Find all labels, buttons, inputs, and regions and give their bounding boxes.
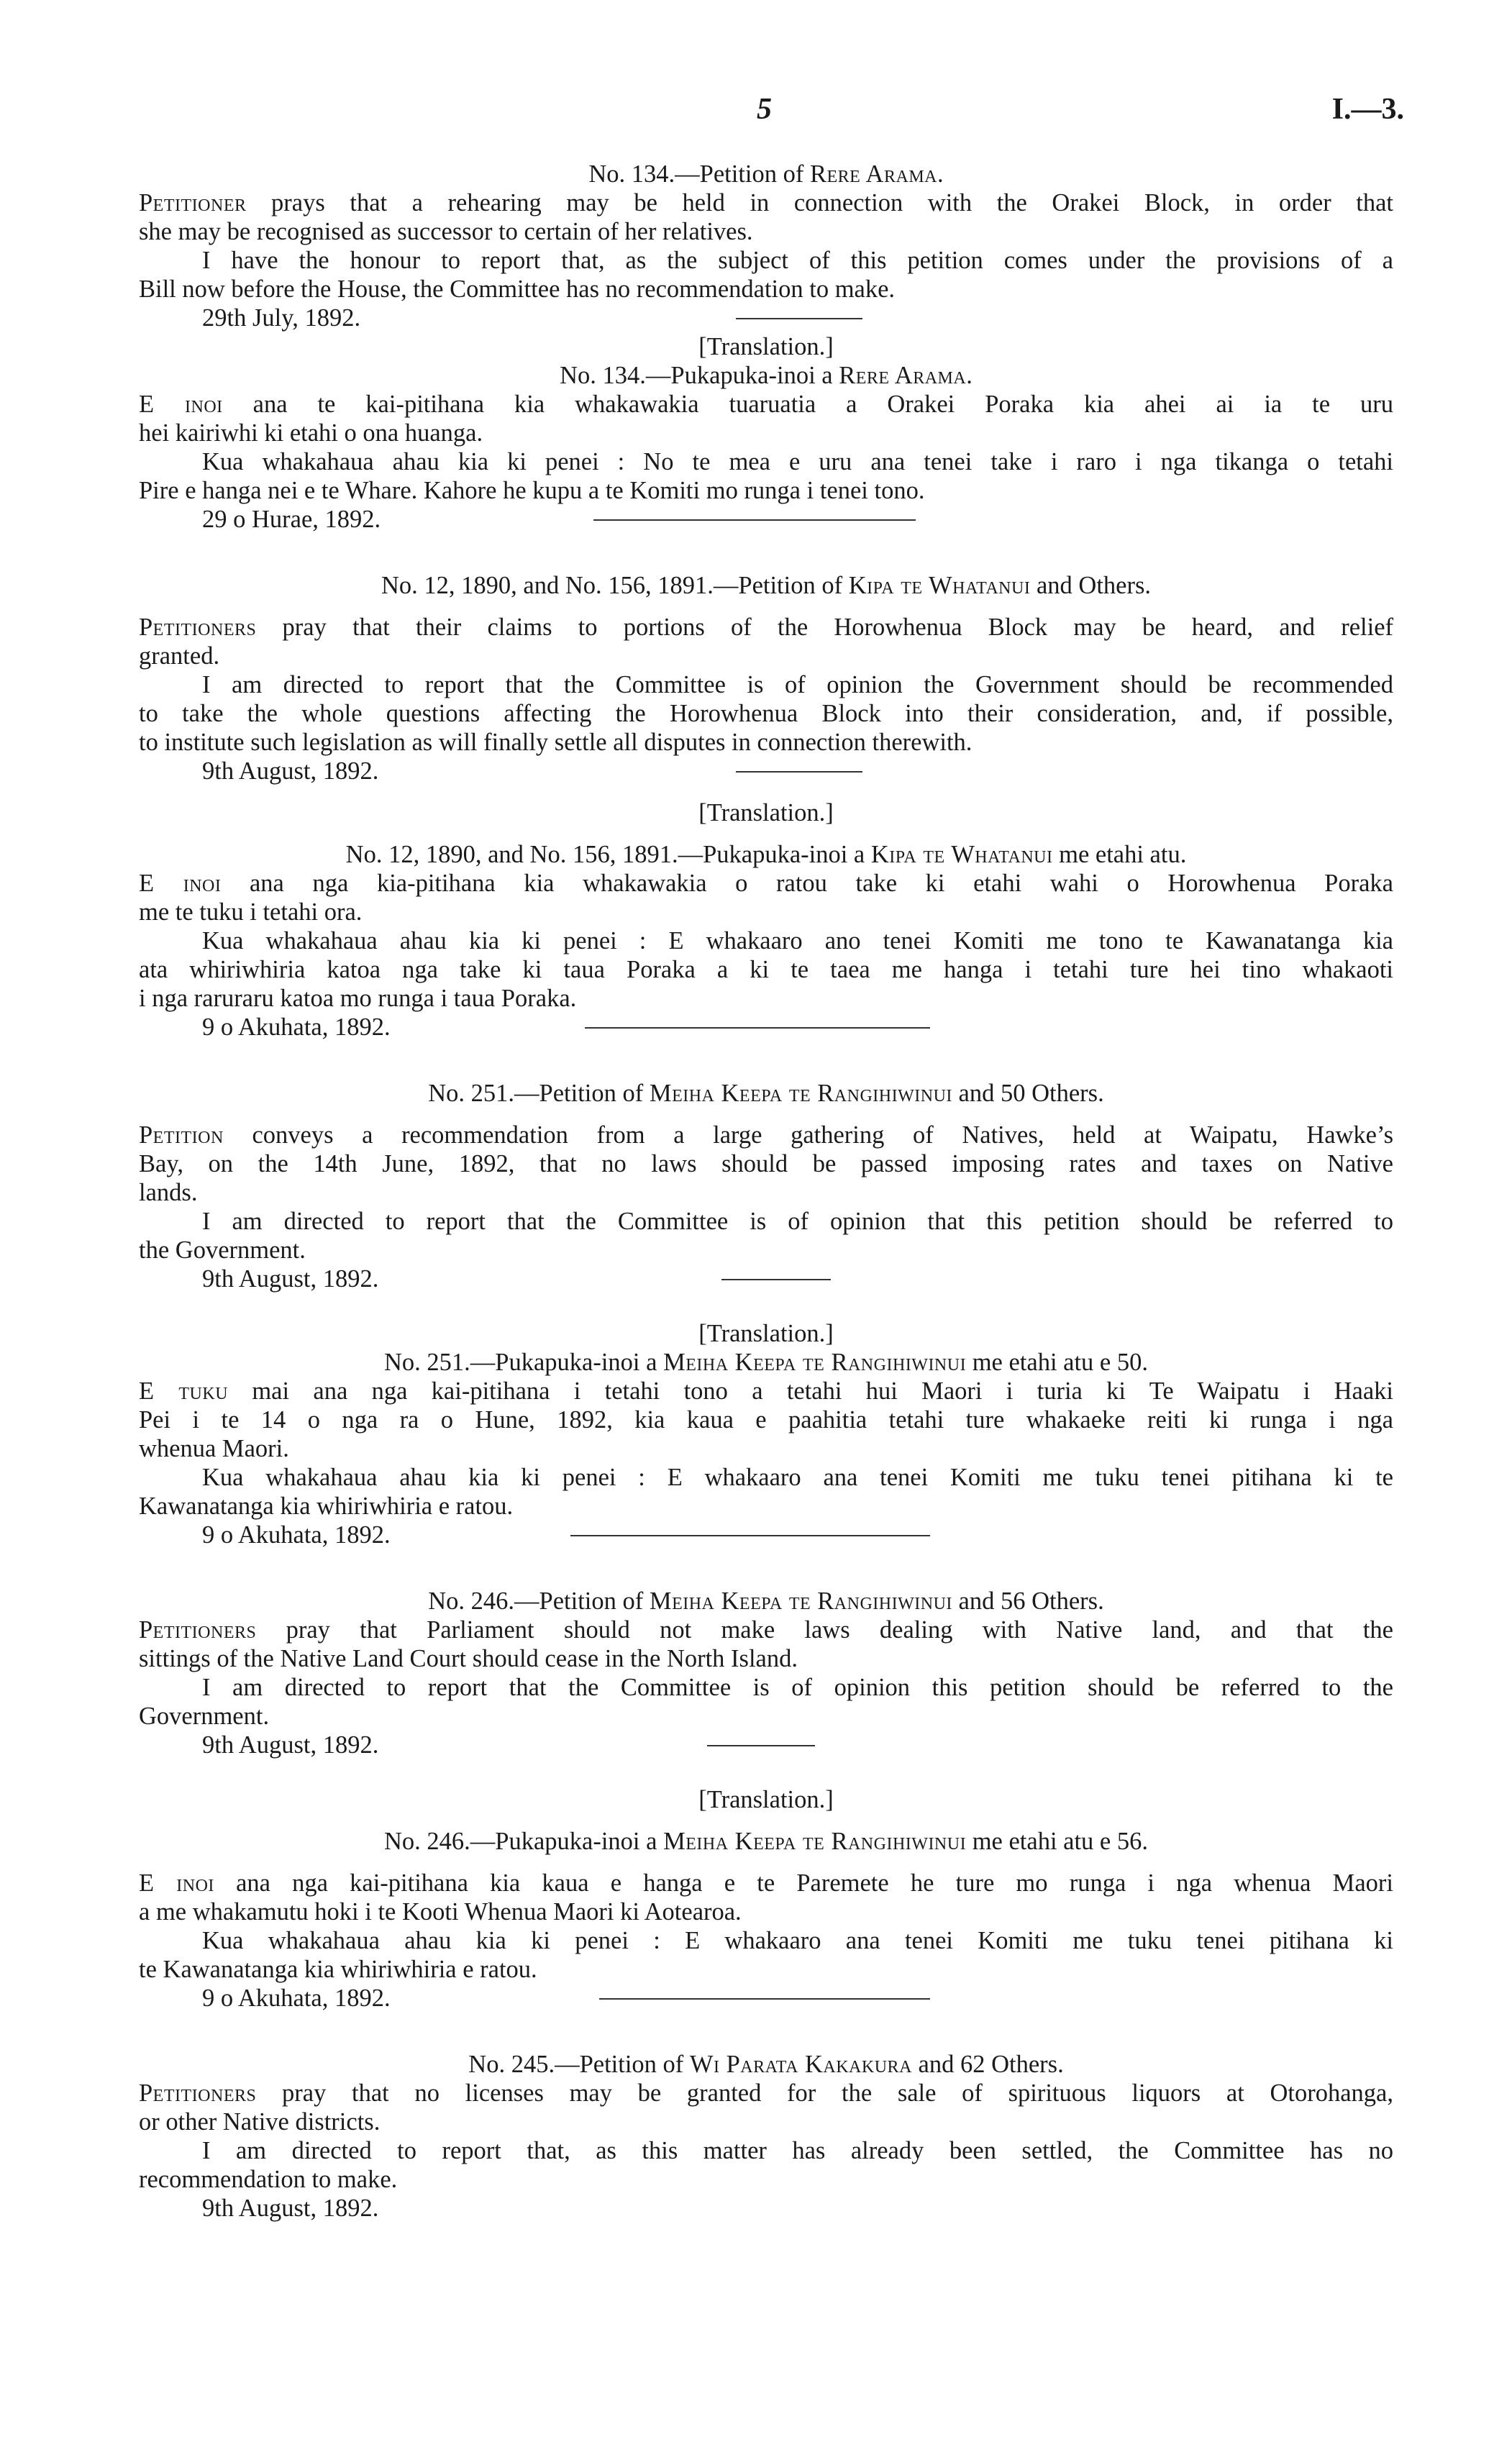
committee-report-line: I am directed to report that the Committee is of opinion this petition should be referred to the <box>202 1674 1393 1701</box>
page-reference: I.—3. <box>1331 93 1404 126</box>
committee-report-line: I am directed to report that the Committee is of opinion that this petition should be referred to <box>202 1208 1393 1235</box>
committee-report-line: I am directed to report that, as this matter has already been settled, the Committee has no <box>202 2137 1393 2164</box>
translation-report-line: Kua whakahaua ahau kia ki penei : E whakaaro ano tenei Komiti me tono te Kawanatanga kia <box>202 927 1393 954</box>
committee-report-line: Bill now before the House, the Committee has no recommendation to make. <box>139 275 896 303</box>
divider <box>736 771 862 773</box>
committee-report-line: the Government. <box>139 1236 306 1264</box>
committee-report-line: Government. <box>139 1703 270 1730</box>
section-divider <box>570 1535 930 1536</box>
section-divider <box>599 1998 930 2000</box>
translation-date-line <box>139 1984 1393 2013</box>
translation-date-line <box>139 505 1393 534</box>
report-date-line <box>139 1264 1393 1293</box>
report-date-line <box>139 2194 1393 2223</box>
divider <box>721 1279 831 1280</box>
translation-label: [Translation.] <box>698 333 834 360</box>
translation-report-line: Kua whakahaua ahau kia ki penei : E whakaaro ana tenei Komiti me tuku tenei pitihana ki <box>202 1927 1393 1954</box>
report-date-line <box>139 757 1393 785</box>
translation-body-line: E inoi ana nga kia-pitihana kia whakawakia o ratou take ki etahi wahi o Horowhenua Poraka <box>139 870 1393 897</box>
petition-body-line: Bay, on the 14th June, 1892, that no laws should be passed imposing rates and taxes on Native <box>139 1150 1393 1177</box>
translation-body-line: a me whakamutu hoki i te Kooti Whenua Maori ki Aotearoa. <box>139 1898 742 1926</box>
translation-body-line: whenua Maori. <box>139 1435 289 1462</box>
petition-section <box>139 2050 1393 2223</box>
translation-label: [Translation.] <box>698 1320 834 1347</box>
petition-body-line: lands. <box>139 1179 198 1206</box>
divider <box>736 318 862 319</box>
translation-body-line: me te tuku i tetahi ora. <box>139 898 363 926</box>
petition-title: No. 251.—Petition of Meiha Keepa te Rangihiwinui and 50 Others. <box>428 1080 1104 1107</box>
committee-report-line: to institute such legislation as will finally settle all disputes in connection therewith. <box>139 729 973 756</box>
translation-report-line: te Kawanatanga kia whiriwhiria e ratou. <box>139 1956 537 1983</box>
translation-title: No. 251.—Pukapuka-inoi a Meiha Keepa te Rangihiwinui me etahi atu e 50. <box>383 1349 1148 1376</box>
petition-body-line: Petitioners pray that their claims to portions of the Horowhenua Block may be heard, and relief <box>139 614 1393 641</box>
translation-label: [Translation.] <box>698 1786 834 1813</box>
page-number: 5 <box>757 93 772 126</box>
translation-report-line: ata whiriwhiria katoa nga take ki taua Poraka a ki te taea me hanga i tetahi ture hei tino whakaoti <box>139 956 1393 983</box>
translation-title: No. 12, 1890, and No. 156, 1891.—Pukapuka-inoi a Kipa te Whatanui me etahi atu. <box>345 841 1187 868</box>
translation-title: No. 246.—Pukapuka-inoi a Meiha Keepa te Rangihiwinui me etahi atu e 56. <box>383 1828 1148 1855</box>
translation-report-line: i nga raruraru katoa mo runga i taua Poraka. <box>139 985 577 1012</box>
petition-title: No. 12, 1890, and No. 156, 1891.—Petition of Kipa te Whatanui and Others. <box>381 572 1152 599</box>
document-body <box>139 160 1393 2223</box>
committee-report-line: recommendation to make. <box>139 2166 398 2193</box>
report-date: 9th August, 1892. <box>202 1731 379 1759</box>
translation-date: 29 o Hurae, 1892. <box>202 506 381 533</box>
petition-body-line: Petitioners pray that Parliament should not make laws dealing with Native land, and that the <box>139 1616 1393 1644</box>
petition-section <box>139 571 1393 1042</box>
translation-body-line: E inoi ana nga kai-pitihana kia kaua e hanga e te Paremete he ture mo runga i nga whenua Maori <box>139 1869 1393 1897</box>
divider <box>707 1745 815 1746</box>
section-divider <box>585 1027 930 1029</box>
petition-section <box>139 160 1393 534</box>
translation-body-line: hei kairiwhi ki etahi o ona huanga. <box>139 419 483 447</box>
translation-body-line: E tuku mai ana nga kai-pitihana i tetahi tono a tetahi hui Maori i turia ki Te Waipatu i Haaki <box>139 1377 1394 1405</box>
report-date: 9th August, 1892. <box>202 1265 379 1293</box>
petition-body-line: or other Native districts. <box>139 2108 381 2136</box>
report-date-line <box>139 304 1393 332</box>
committee-report-line: to take the whole questions affecting the Horowhenua Block into their consideration, and, if possible, <box>139 700 1393 727</box>
translation-report-line: Kawanatanga kia whiriwhiria e ratou. <box>139 1493 514 1520</box>
page-header <box>0 92 1512 135</box>
report-date-line <box>139 1731 1393 1759</box>
report-date: 9th August, 1892. <box>202 757 379 785</box>
translation-date-line <box>139 1521 1393 1549</box>
petition-section <box>139 1079 1393 1549</box>
translation-body-line: Pei i te 14 o nga ra o Hune, 1892, kia kaua e paahitia tetahi ture whakaeke reiti ki runga i nga <box>139 1406 1393 1434</box>
translation-title: No. 134.—Pukapuka-inoi a Rere Arama. <box>560 362 973 389</box>
translation-date: 9 o Akuhata, 1892. <box>202 1985 391 2012</box>
translation-body-line: E inoi ana te kai-pitihana kia whakawakia tuaruatia a Orakei Poraka kia ahei ai ia te uru <box>139 391 1393 418</box>
petition-body-line: Petition conveys a recommendation from a large gathering of Natives, held at Waipatu, Hawke’s <box>139 1121 1393 1149</box>
petition-section <box>139 1587 1393 2013</box>
petition-title: No. 245.—Petition of Wi Parata Kakakura and 62 Others. <box>468 2051 1064 2078</box>
petition-body-line: granted. <box>139 642 220 670</box>
petition-body-line: Petitioners pray that no licenses may be granted for the sale of spirituous liquors at Otorohanga, <box>139 2079 1393 2107</box>
translation-date: 9 o Akuhata, 1892. <box>202 1521 391 1549</box>
petition-body-line: Petitioner prays that a rehearing may be held in connection with the Orakei Block, in order that <box>139 189 1393 217</box>
committee-report-line: I have the honour to report that, as the subject of this petition comes under the provisions of a <box>202 247 1393 274</box>
committee-report-line: I am directed to report that the Committee is of opinion the Government should be recommended <box>202 671 1393 698</box>
translation-label: [Translation.] <box>698 799 834 826</box>
translation-report-line: Kua whakahaua ahau kia ki penei : No te mea e uru ana tenei take i raro i nga tikanga o tetahi <box>202 448 1393 475</box>
petition-body-line: sittings of the Native Land Court should cease in the North Island. <box>139 1645 798 1672</box>
report-date: 9th August, 1892. <box>202 2195 379 2222</box>
petition-title: No. 246.—Petition of Meiha Keepa te Rangihiwinui and 56 Others. <box>428 1587 1104 1615</box>
report-date: 29th July, 1892. <box>202 304 361 332</box>
section-divider <box>593 519 916 521</box>
translation-report-line: Pire e hanga nei e te Whare. Kahore he kupu a te Komiti mo runga i tenei tono. <box>139 477 925 504</box>
translation-date-line <box>139 1013 1393 1042</box>
petition-body-line: she may be recognised as successor to certain of her relatives. <box>139 218 753 245</box>
petition-title: No. 134.—Petition of Rere Arama. <box>588 160 944 188</box>
translation-report-line: Kua whakahaua ahau kia ki penei : E whakaaro ana tenei Komiti me tuku tenei pitihana ki te <box>202 1464 1393 1491</box>
translation-date: 9 o Akuhata, 1892. <box>202 1013 391 1041</box>
